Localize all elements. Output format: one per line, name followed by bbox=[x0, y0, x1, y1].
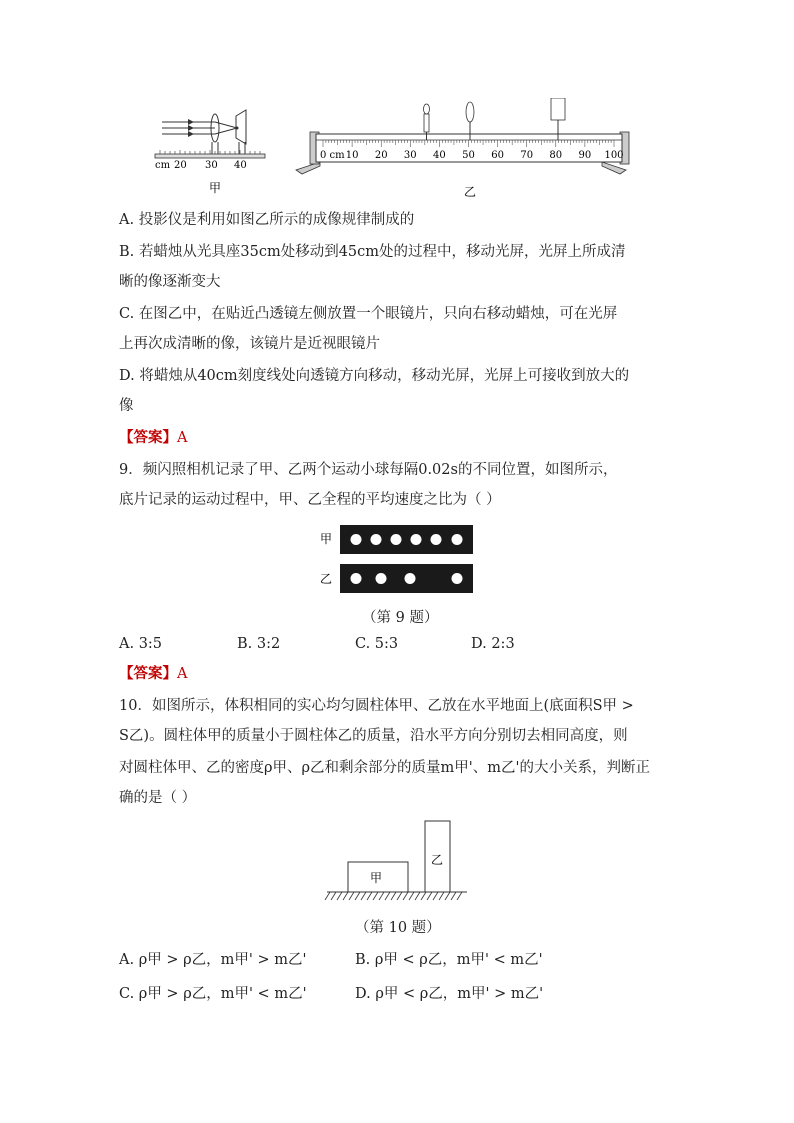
bench-tick-label: 20 bbox=[374, 150, 388, 161]
left-tick-40: 40 bbox=[234, 160, 247, 171]
q9-answer bbox=[119, 664, 187, 684]
q9-stem-line1: 9．频闪照相机记录了甲、乙两个运动小球每隔0.02s的不同位置，如图所示， bbox=[119, 462, 618, 478]
figure-cylinders bbox=[322, 818, 472, 904]
hatch-line bbox=[331, 892, 336, 900]
q10-stem-line3: 对圆柱体甲、乙的密度ρ甲、ρ乙和剩余部分的质量m甲'、m乙'的大小关系，判断正 bbox=[119, 760, 651, 776]
figure-yi-optical-bench bbox=[296, 98, 629, 199]
row-label-yi: 乙 bbox=[320, 572, 333, 586]
cylinder-yi-label: 乙 bbox=[431, 853, 444, 867]
left-tick-20: 20 bbox=[174, 160, 187, 171]
bench-tick-label: 60 bbox=[491, 150, 504, 161]
bench-tick-label: 10 bbox=[345, 150, 359, 161]
bench-tick-label: 90 bbox=[578, 150, 592, 161]
bench-tick-label: 80 bbox=[549, 150, 563, 161]
q8-option-b-line2: 晰的像逐渐变大 bbox=[119, 274, 221, 290]
hatch-line bbox=[415, 892, 420, 900]
bench-tick-label: 0 cm bbox=[320, 150, 345, 161]
q9-option-c: C. 5:3 bbox=[355, 636, 399, 652]
hatch-line bbox=[361, 892, 366, 900]
hatch-line bbox=[421, 892, 426, 900]
answer-value: A bbox=[177, 430, 188, 446]
hatch-line bbox=[457, 892, 462, 900]
q9-stem-line2: 底片记录的运动过程中，甲、乙全程的平均速度之比为（ ） bbox=[119, 492, 501, 508]
q8-answer bbox=[119, 428, 187, 448]
q8-option-a: A. 投影仪是利用如图乙所示的成像规律制成的 bbox=[119, 212, 415, 228]
hatch-line bbox=[355, 892, 360, 900]
figure-lens-experiment bbox=[150, 98, 650, 200]
hatch-line bbox=[439, 892, 444, 900]
bench-tick-label: 40 bbox=[433, 150, 446, 161]
answer-label: 【答案】 bbox=[119, 429, 177, 446]
q8-option-c-line2: 上再次成清晰的像，该镜片是近视眼镜片 bbox=[119, 336, 380, 352]
q10-stem-line2: S乙)。圆柱体甲的质量小于圆柱体乙的质量，沿水平方向分别切去相同高度，则 bbox=[119, 728, 628, 744]
answer-value: A bbox=[177, 666, 188, 682]
q10-stem-line1: 10．如图所示，体积相同的实心均匀圆柱体甲、乙放在水平地面上(底面积S甲 > bbox=[119, 698, 634, 714]
hatch-line bbox=[337, 892, 342, 900]
hatch-line bbox=[343, 892, 348, 900]
left-unit: cm bbox=[155, 160, 171, 171]
hatch-line bbox=[397, 892, 402, 900]
hatch-line bbox=[445, 892, 450, 900]
figure-jia-focal-length bbox=[155, 110, 265, 195]
bench-tick-label: 100 bbox=[604, 150, 624, 161]
hatch-line bbox=[427, 892, 432, 900]
hatch-line bbox=[433, 892, 438, 900]
bench-tick-label: 50 bbox=[462, 150, 475, 161]
q10-caption: （第 10 题） bbox=[355, 920, 441, 936]
ground-hatch bbox=[325, 892, 462, 900]
q10-option-c: C. ρ甲 > ρ乙，m甲' < m乙' bbox=[119, 986, 307, 1002]
q9-option-b: B. 3:2 bbox=[237, 636, 281, 652]
hatch-line bbox=[409, 892, 414, 900]
q8-option-c-line1: C. 在图乙中，在贴近凸透镜左侧放置一个眼镜片，只向右移动蜡烛，可在光屏 bbox=[119, 306, 618, 322]
caption-jia: 甲 bbox=[209, 181, 222, 195]
hatch-line bbox=[349, 892, 354, 900]
hatch-line bbox=[391, 892, 396, 900]
q10-option-a: A. ρ甲 > ρ乙，m甲' > m乙' bbox=[119, 952, 307, 968]
row-label-jia: 甲 bbox=[320, 532, 333, 546]
bench-tick-label: 70 bbox=[520, 150, 534, 161]
hatch-line bbox=[385, 892, 390, 900]
q10-option-b: B. ρ甲 < ρ乙，m甲' < m乙' bbox=[355, 952, 543, 968]
hatch-line bbox=[379, 892, 384, 900]
caption-yi: 乙 bbox=[464, 185, 477, 199]
figure-flash-photo bbox=[318, 521, 478, 595]
hatch-line bbox=[325, 892, 330, 900]
q10-stem-line4: 确的是（ ） bbox=[119, 790, 197, 806]
q8-option-b-line1: B. 若蜡烛从光具座35cm处移动到45cm处的过程中，移动光屏，光屏上所成清 bbox=[119, 244, 626, 260]
hatch-line bbox=[403, 892, 408, 900]
left-tick-30: 30 bbox=[205, 160, 218, 171]
q9-option-d: D. 2:3 bbox=[471, 636, 515, 652]
cylinder-jia-label: 甲 bbox=[370, 871, 383, 885]
q9-option-a: A. 3:5 bbox=[119, 636, 163, 652]
q9-caption: （第 9 题） bbox=[362, 610, 439, 626]
q10-option-d: D. ρ甲 < ρ乙，m甲' > m乙' bbox=[355, 986, 544, 1002]
q8-option-d-line2: 像 bbox=[119, 398, 134, 414]
bench-tick-label: 30 bbox=[403, 150, 417, 161]
hatch-line bbox=[367, 892, 372, 900]
hatch-line bbox=[451, 892, 456, 900]
hatch-line bbox=[373, 892, 378, 900]
q8-option-d-line1: D. 将蜡烛从40cm刻度线处向透镜方向移动，移动光屏，光屏上可接收到放大的 bbox=[119, 368, 630, 384]
answer-label: 【答案】 bbox=[119, 665, 177, 682]
